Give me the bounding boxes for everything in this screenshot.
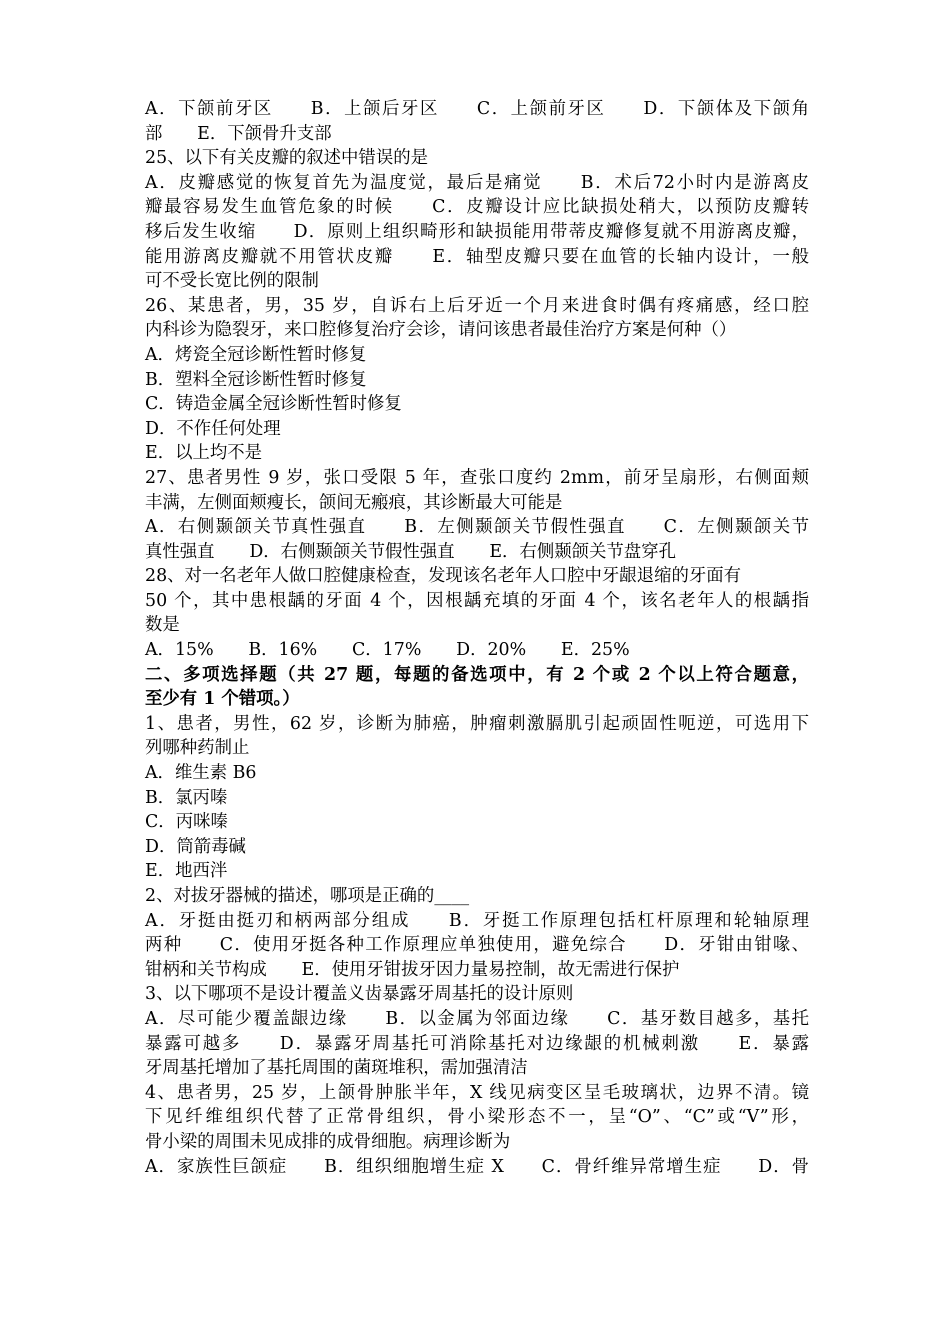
text-line: 50 个，其中患根龋的牙面 4 个，因根龋充填的牙面 4 个，该名老年人的根龋指 bbox=[145, 590, 809, 611]
text-line: 真性强直 D．右侧颞颌关节假性强直 E．右侧颞颌关节盘穿孔 bbox=[145, 541, 676, 562]
text-line: 列哪种药制止 bbox=[145, 738, 250, 759]
text-line: 骨小梁的周围未见成排的成骨细胞。病理诊断为 bbox=[145, 1131, 511, 1152]
text-line: A．尽可能少覆盖龈边缘 B．以金属为邻面边缘 C．基牙数目越多，基托 bbox=[145, 1008, 809, 1029]
text-line: A．下颌前牙区 B．上颌后牙区 C．上颌前牙区 D．下颌体及下颌角 bbox=[145, 99, 809, 119]
text-line: 下见纤维组织代替了正常骨组织，骨小梁形态不一，呈“O”、“C”或“V”形， bbox=[145, 1107, 809, 1128]
text-line: A．维生素 B6 bbox=[145, 763, 257, 784]
section-heading-line: 至少有 1 个错项。） bbox=[145, 689, 300, 710]
text-line: A．烤瓷全冠诊断性暂时修复 bbox=[145, 344, 367, 365]
text-line: 26、某患者，男，35 岁，自诉右上后牙近一个月来进食时偶有疼痛感，经口腔 bbox=[145, 295, 809, 316]
text-line: 3、以下哪项不是设计覆盖义齿暴露牙周基托的设计原则 bbox=[145, 984, 574, 1005]
text-line: 4、患者男，25 岁，上颌骨肿胀半年，X 线见病变区呈毛玻璃状，边界不清。镜 bbox=[145, 1082, 809, 1103]
text-line: 2、对拔牙器械的描述，哪项是正确的____ bbox=[145, 886, 470, 906]
text-line: A．家族性巨颌症 B．组织细胞增生症 X C．骨纤维异常增生症 D．骨 bbox=[145, 1156, 809, 1177]
text-line: D．筒箭毒碱 bbox=[145, 836, 246, 857]
exam-questions-text bbox=[145, 97, 809, 1179]
text-line: C．铸造金属全冠诊断性暂时修复 bbox=[145, 394, 402, 415]
text-line: A．右侧颞颌关节真性强直 B．左侧颞颌关节假性强直 C．左侧颞颌关节 bbox=[145, 517, 809, 538]
text-line: 可不受长宽比例的限制 bbox=[145, 271, 319, 292]
text-line: 部 E．下颌骨升支部 bbox=[145, 123, 332, 144]
section-heading-line: 二、多项选择题（共 27 题，每题的备选项中，有 2 个或 2 个以上符合题意， bbox=[145, 664, 809, 685]
text-line: B．塑料全冠诊断性暂时修复 bbox=[145, 369, 367, 390]
text-line: 25、以下有关皮瓣的叙述中错误的是 bbox=[145, 148, 428, 169]
text-line: E．以上均不是 bbox=[145, 443, 263, 464]
text-line: B．氯丙嗪 bbox=[145, 787, 228, 808]
text-line: 牙周基托增加了基托周围的菌斑堆积，需加强清洁 bbox=[145, 1058, 528, 1079]
text-line: C．丙咪嗪 bbox=[145, 812, 228, 833]
text-line: 瓣最容易发生血管危象的时候 C．皮瓣设计应比缺损处稍大，以预防皮瓣转 bbox=[145, 197, 809, 218]
text-line: 1、患者，男性，62 岁，诊断为肺癌，肿瘤刺激膈肌引起顽固性呃逆，可选用下 bbox=[145, 713, 809, 734]
text-line: A．皮瓣感觉的恢复首先为温度觉，最后是痛觉 B．术后72小时内是游离皮 bbox=[145, 172, 809, 193]
text-line: 能用游离皮瓣就不用管状皮瓣 E．轴型皮瓣只要在血管的长轴内设计，一般 bbox=[145, 246, 809, 267]
text-line: 丰满，左侧面颊瘦长，颌间无瘢痕，其诊断最大可能是 bbox=[145, 492, 563, 513]
text-line: 27、患者男性 9 岁，张口受限 5 年，查张口度约 2mm，前牙呈扇形，右侧面颊 bbox=[145, 467, 809, 488]
text-line: 暴露可越多 D．暴露牙周基托可消除基托对边缘龈的机械刺激 E．暴露 bbox=[145, 1033, 809, 1054]
text-line: 内科诊为隐裂牙，来口腔修复治疗会诊，请问该患者最佳治疗方案是何种（） bbox=[145, 320, 737, 341]
text-line: 钳柄和关节构成 E．使用牙钳拔牙因力量易控制，故无需进行保护 bbox=[145, 959, 680, 980]
text-line: E．地西泮 bbox=[145, 861, 228, 882]
text-line: A．15% B．16% C．17% D．20% E．25% bbox=[145, 640, 630, 661]
text-line: 两种 C．使用牙挺各种工作原理应单独使用，避免综合 D．牙钳由钳喙、 bbox=[145, 935, 809, 956]
text-line: 28、对一名老年人做口腔健康检查，发现该名老年人口腔中牙龈退缩的牙面有 bbox=[145, 566, 742, 587]
text-line: 数是 bbox=[145, 615, 180, 636]
text-line: D．不作任何处理 bbox=[145, 418, 281, 439]
text-line: A．牙挺由挺刃和柄两部分组成 B．牙挺工作原理包括杠杆原理和轮轴原理 bbox=[145, 910, 809, 931]
text-line: 移后发生收缩 D．原则上组织畸形和缺损能用带蒂皮瓣修复就不用游离皮瓣， bbox=[145, 221, 809, 242]
